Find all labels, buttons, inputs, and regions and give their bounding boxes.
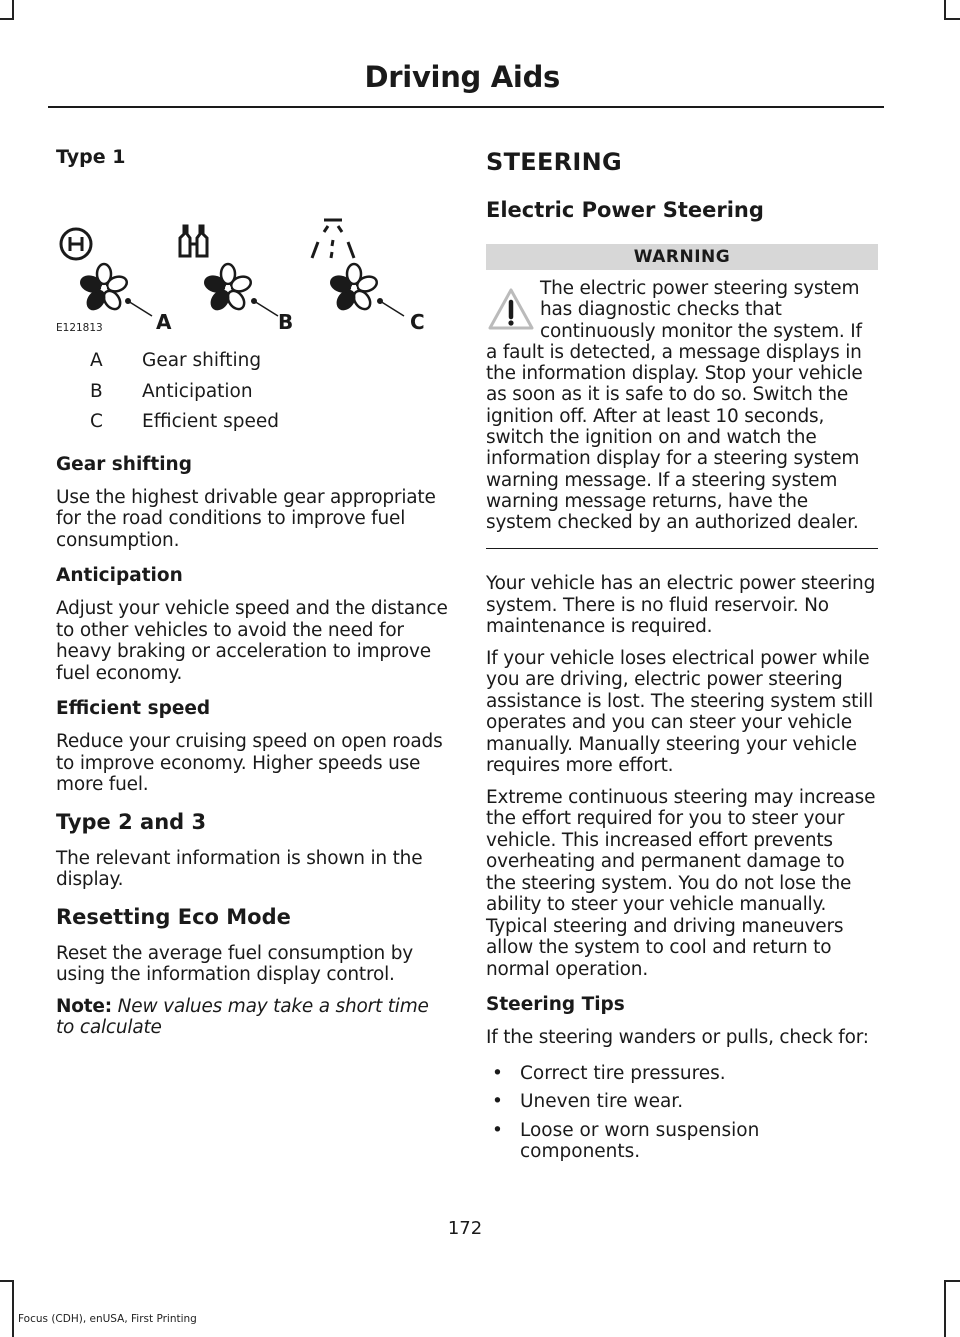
legend-label: Gear shifting — [142, 350, 262, 371]
bullet: • — [492, 1062, 503, 1084]
note — [56, 996, 448, 1039]
reset-eco-heading: Resetting Eco Mode — [56, 904, 291, 929]
crop-mark — [12, 1280, 14, 1337]
list-item-text: Uneven tire wear. — [520, 1091, 684, 1113]
note-text: New values may take a short time to calculate — [56, 995, 429, 1038]
legend-row — [56, 411, 448, 442]
warning-triangle-icon — [486, 278, 536, 340]
steering-tips-heading: Steering Tips — [486, 994, 625, 1016]
section-title: Driving Aids — [364, 60, 560, 94]
header-rule — [48, 106, 884, 108]
type23-heading: Type 2 and 3 — [56, 809, 207, 834]
callout-c: C — [410, 310, 425, 334]
legend-label: Anticipation — [142, 380, 253, 402]
legend-key: B — [90, 380, 103, 402]
list-item — [486, 1091, 878, 1113]
legend-label: Efficient speed — [142, 411, 280, 432]
callout-b: B — [278, 310, 294, 334]
eco-flower-icon — [79, 264, 128, 312]
bullet: • — [492, 1091, 503, 1113]
anticipation-text: Adjust your vehicle speed and the distance to other vehicles to avoid the need for heavy braking or acceleration to improve fuel economy. — [56, 598, 448, 684]
footer-edition: Focus (CDH), enUSA, First Printing — [18, 1313, 197, 1325]
eco-flower-icon — [329, 264, 378, 312]
steering-heading: STEERING — [486, 148, 623, 176]
warning-box — [486, 278, 878, 534]
eps-para-2: If your vehicle loses electrical power while you are driving, electric power steering assistance is lost. The steering system still operates and you can steer your vehicle manually. Manually steering your vehicle requires more effort. — [486, 647, 874, 777]
type23-text: The relevant information is shown in the display. — [56, 847, 423, 890]
list-item-text: Correct tire pressures. — [520, 1062, 726, 1084]
gear-shifting-text: Use the highest drivable gear appropriate for the road conditions to improve fuel consumption. — [56, 486, 436, 551]
steering-tips-intro: If the steering wanders or pulls, check for: — [486, 1027, 869, 1049]
figure-id: E121813 — [56, 322, 103, 334]
callout-a: A — [156, 310, 172, 334]
crop-mark — [944, 1280, 960, 1282]
eco-mode-figure — [56, 176, 448, 336]
eps-heading: Electric Power Steering — [486, 198, 764, 222]
anticipation-icon — [180, 226, 207, 256]
legend-row — [56, 381, 448, 412]
efficient-speed-heading: Efficient speed — [56, 698, 211, 719]
warning-banner: WARNING — [486, 244, 878, 270]
crop-mark — [0, 1280, 14, 1282]
left-column — [56, 140, 448, 1049]
list-item — [486, 1063, 878, 1085]
gear-shifting-heading: Gear shifting — [56, 453, 192, 475]
warning-text: The electric power steering system has diagnostic checks that continuously monitor the system. If a fault is detected, a message displays in the information display. Stop your vehicle as soon as it is safe to do so. Switch the ignition off. After at least 10 seconds, switch the ignition on and watch the information display for a steering system warning message. If a steering system warning message returns, have the system checked by an authorized dealer. — [486, 278, 863, 534]
warning-rule — [486, 548, 878, 550]
eps-para-3: Extreme continuous steering may increase the effort required for you to steer your vehicle. This increased effort prevents overheating and permanent damage to the steering system. You do not lose the ability to steer your vehicle manually. Typical steering and driving maneuvers allow the system to cool and return to normal operation. — [486, 786, 876, 980]
road-icon — [312, 220, 354, 258]
gear-shift-icon — [61, 229, 91, 259]
type1-heading: Type 1 — [56, 146, 126, 168]
page-number: 172 — [447, 1218, 483, 1239]
crop-mark — [12, 0, 14, 18]
list-item — [486, 1120, 878, 1163]
crop-mark — [944, 0, 946, 18]
legend-key: C — [90, 411, 103, 432]
efficient-speed-text: Reduce your cruising speed on open roads to improve economy. Higher speeds use more fuel. — [56, 731, 443, 795]
crop-mark — [0, 18, 14, 20]
eps-para-1: Your vehicle has an electric power steering system. There is no fluid reservoir. No maintenance is required. — [486, 573, 876, 638]
reset-eco-text: Reset the average fuel consumption by using the information display control. — [56, 942, 414, 985]
bullet: • — [492, 1119, 503, 1141]
steering-tips-list — [486, 1063, 878, 1163]
list-item-text: Loose or worn suspension components. — [520, 1119, 760, 1163]
legend-row — [56, 350, 448, 381]
crop-mark — [944, 1280, 946, 1337]
legend-key: A — [90, 350, 103, 371]
crop-mark — [944, 18, 960, 20]
eco-flower-illustration — [56, 176, 448, 336]
note-label: Note: — [56, 995, 112, 1017]
anticipation-heading: Anticipation — [56, 565, 183, 586]
eco-flower-icon — [203, 264, 252, 312]
figure-legend — [56, 350, 448, 442]
right-column — [486, 140, 878, 1170]
